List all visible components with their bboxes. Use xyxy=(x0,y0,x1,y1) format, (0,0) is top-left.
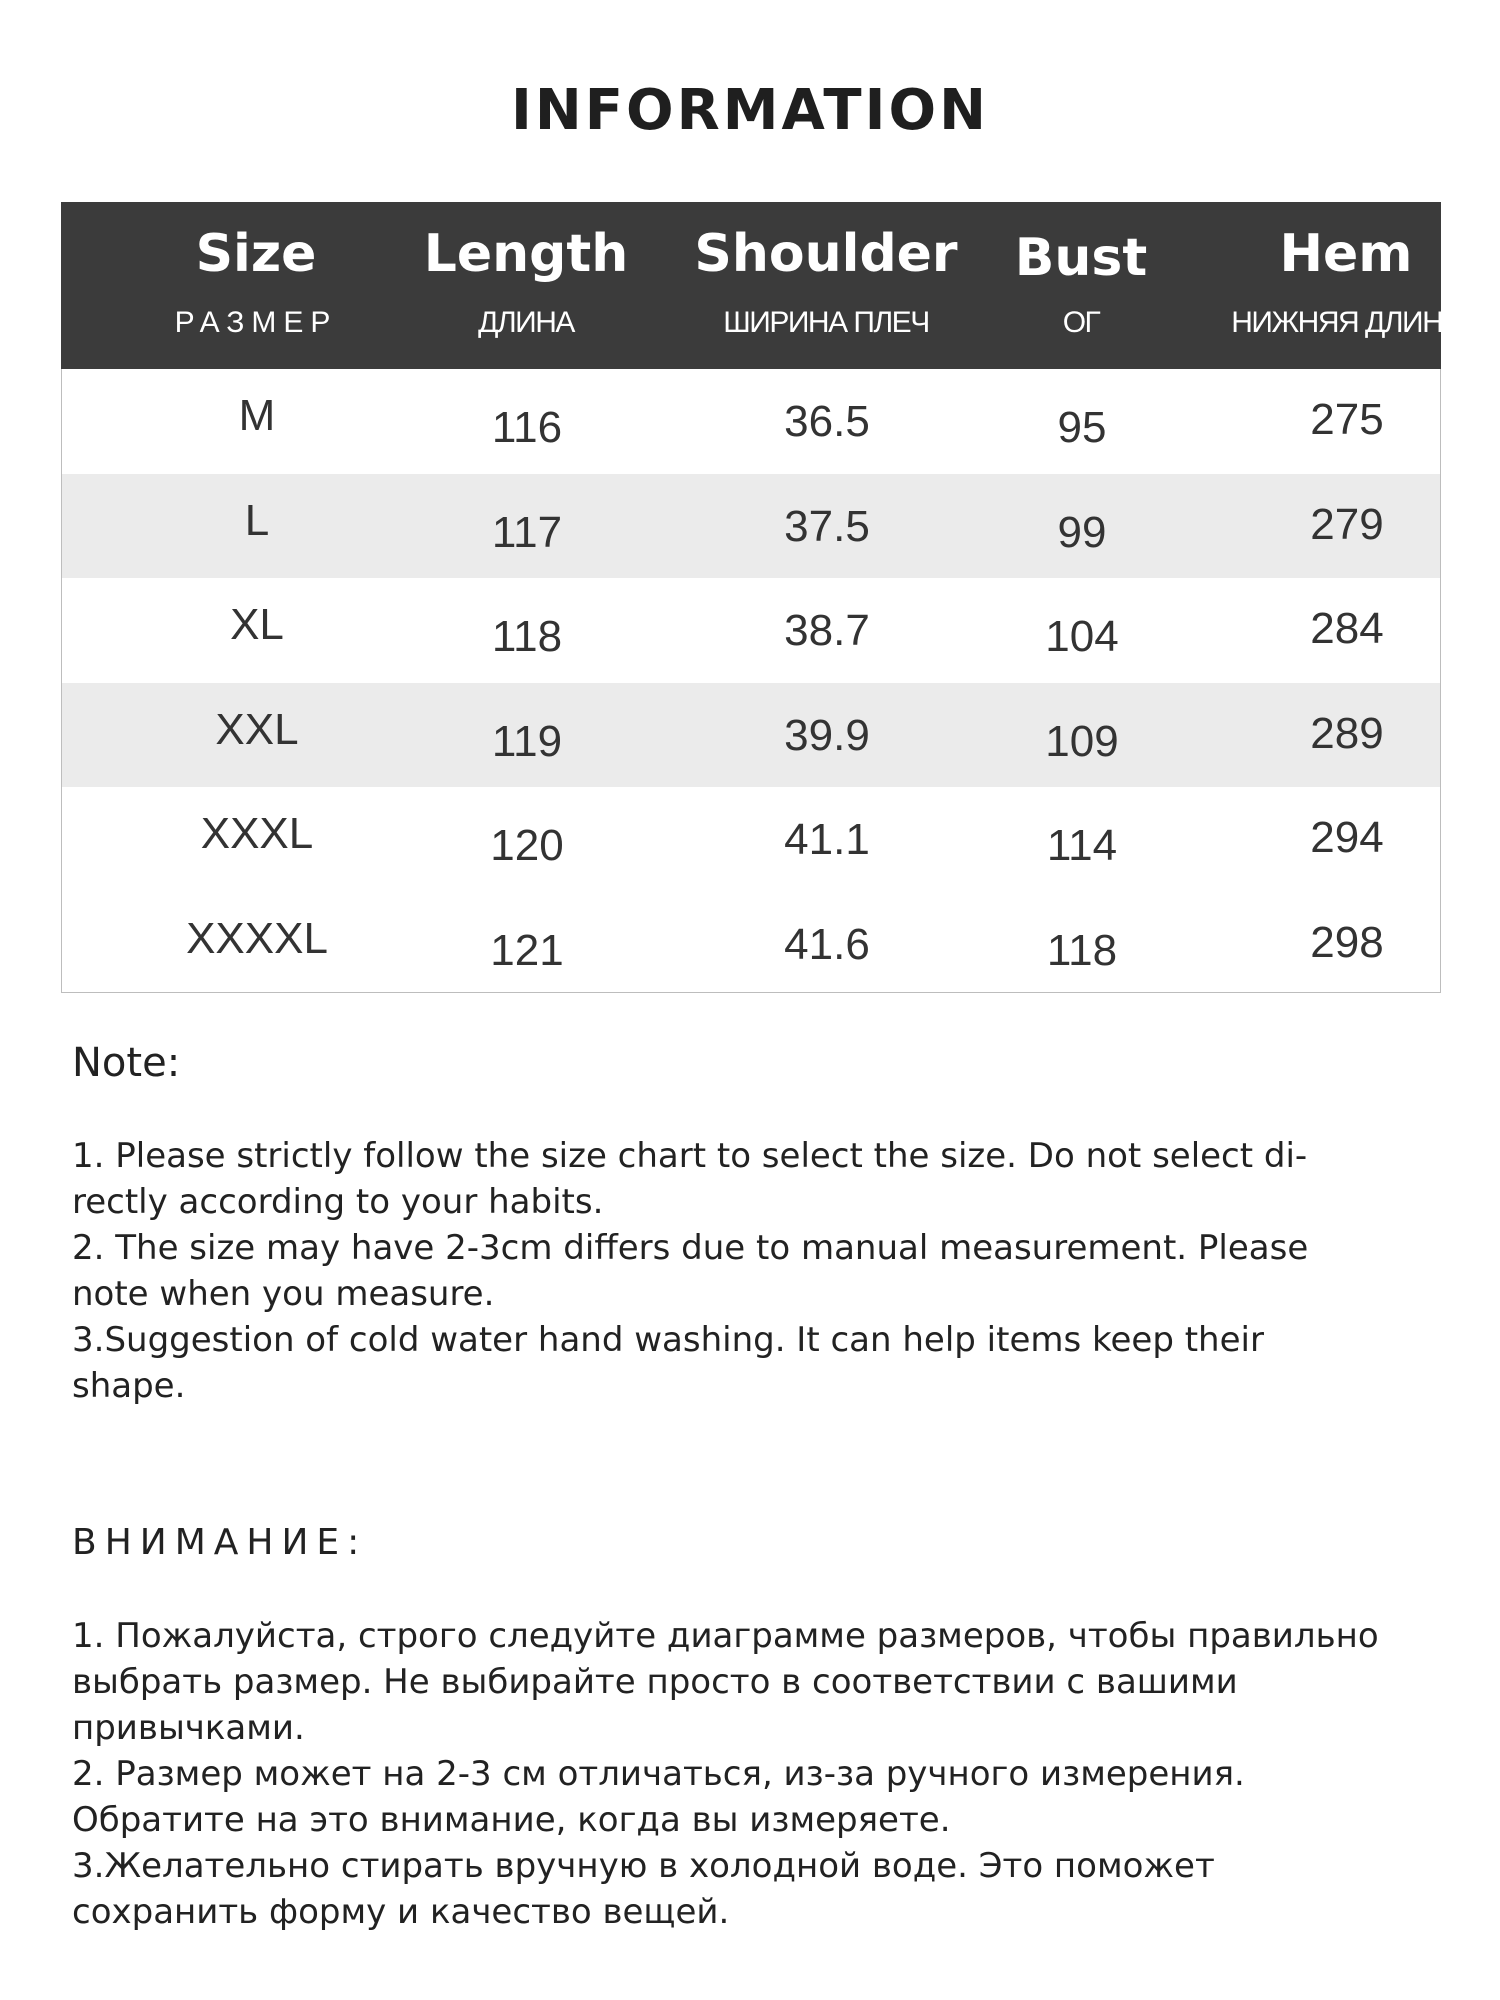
note-ru-line: Обратите на это внимание, когда вы измеряете. xyxy=(72,1800,951,1840)
cell-hem: 289 xyxy=(1310,708,1384,758)
cell-hem: 279 xyxy=(1310,499,1384,549)
cell-hem: 275 xyxy=(1310,395,1384,444)
note-ru-line: выбрать размер. Не выбирайте просто в соответствии с вашими xyxy=(72,1662,1238,1702)
note-line: 2. The size may have 2-3cm differs due to manual measurement. Please xyxy=(72,1228,1309,1268)
header-length-ru: ДЛИНА xyxy=(478,306,574,339)
table-row xyxy=(62,683,1440,787)
cell-length: 116 xyxy=(491,403,563,452)
cell-shoulder: 41.6 xyxy=(784,919,870,969)
cell-size: XXL xyxy=(215,704,299,754)
cell-length: 120 xyxy=(490,821,564,870)
cell-shoulder: 38.7 xyxy=(784,606,870,655)
cell-size: XXXL xyxy=(200,809,314,858)
header-size-en: Size xyxy=(195,224,317,284)
header-hem-ru: НИЖНЯЯ ДЛИНА xyxy=(1231,306,1461,339)
header-length-en: Length xyxy=(423,224,629,284)
table-row xyxy=(62,578,1440,682)
cell-bust: 104 xyxy=(1045,612,1119,661)
table-row xyxy=(62,787,1440,891)
note-line: shape. xyxy=(72,1366,186,1406)
header-size-ru: РАЗМЕР xyxy=(174,306,338,339)
cell-shoulder: 36.5 xyxy=(784,397,870,446)
table-row xyxy=(62,892,1440,996)
note-ru-line: 1. Пожалуйста, строго следуйте диаграмме размеров, чтобы правильно xyxy=(72,1616,1379,1656)
cell-bust: 109 xyxy=(1045,716,1119,766)
cell-length: 121 xyxy=(490,925,564,975)
header-shoulder-en: Shoulder xyxy=(694,224,958,284)
cell-hem: 284 xyxy=(1310,604,1384,653)
cell-hem: 294 xyxy=(1310,813,1384,862)
cell-size: M xyxy=(238,391,276,440)
note-line: 1. Please strictly follow the size chart to select the size. Do not select di- xyxy=(72,1136,1308,1176)
table-header xyxy=(61,202,1461,369)
cell-bust: 99 xyxy=(1057,507,1107,557)
cell-bust: 118 xyxy=(1046,925,1118,975)
header-hem xyxy=(1181,202,1500,369)
cell-shoulder: 37.5 xyxy=(784,501,870,551)
note-ru-line: 2. Размер может на 2-3 см отличаться, из-за ручного измерения. xyxy=(72,1754,1245,1794)
table-row xyxy=(62,474,1440,578)
table-row xyxy=(62,369,1440,473)
cell-shoulder: 39.9 xyxy=(784,710,870,760)
note-body xyxy=(72,1133,1412,1409)
note-line: 3.Suggestion of cold water hand washing. It can help items keep their xyxy=(72,1320,1264,1360)
note-line: note when you measure. xyxy=(72,1274,495,1314)
header-hem-en: Hem xyxy=(1279,224,1413,284)
header-bust xyxy=(941,202,1221,369)
cell-bust: 95 xyxy=(1057,403,1107,452)
size-table xyxy=(61,202,1461,993)
note-ru-line: привычками. xyxy=(72,1708,305,1748)
header-bust-en: Bust xyxy=(1014,228,1148,288)
cell-hem: 298 xyxy=(1310,917,1384,967)
page-title: INFORMATION xyxy=(511,78,989,143)
note-ru-line: сохранить форму и качество вещей. xyxy=(72,1892,730,1932)
cell-length: 118 xyxy=(491,612,563,661)
note-ru-heading: ВНИМАНИЕ: xyxy=(72,1522,368,1563)
note-ru-line: 3.Желательно стирать вручную в холодной воде. Это поможет xyxy=(72,1846,1215,1886)
header-bust-ru: ОГ xyxy=(1062,306,1100,339)
cell-size: XL xyxy=(230,600,284,649)
cell-shoulder: 41.1 xyxy=(784,815,870,864)
cell-length: 117 xyxy=(491,507,563,557)
cell-size: XXXXL xyxy=(186,913,328,963)
note-ru-body xyxy=(72,1613,1412,1935)
note-line: rectly according to your habits. xyxy=(72,1182,604,1222)
header-shoulder-ru: ШИРИНА ПЛЕЧ xyxy=(723,306,929,339)
cell-bust: 114 xyxy=(1046,821,1118,870)
header-length xyxy=(371,202,681,369)
header-size xyxy=(101,202,411,369)
cell-size: L xyxy=(244,495,270,545)
note-heading: Note: xyxy=(72,1040,181,1086)
cell-length: 119 xyxy=(491,716,563,766)
